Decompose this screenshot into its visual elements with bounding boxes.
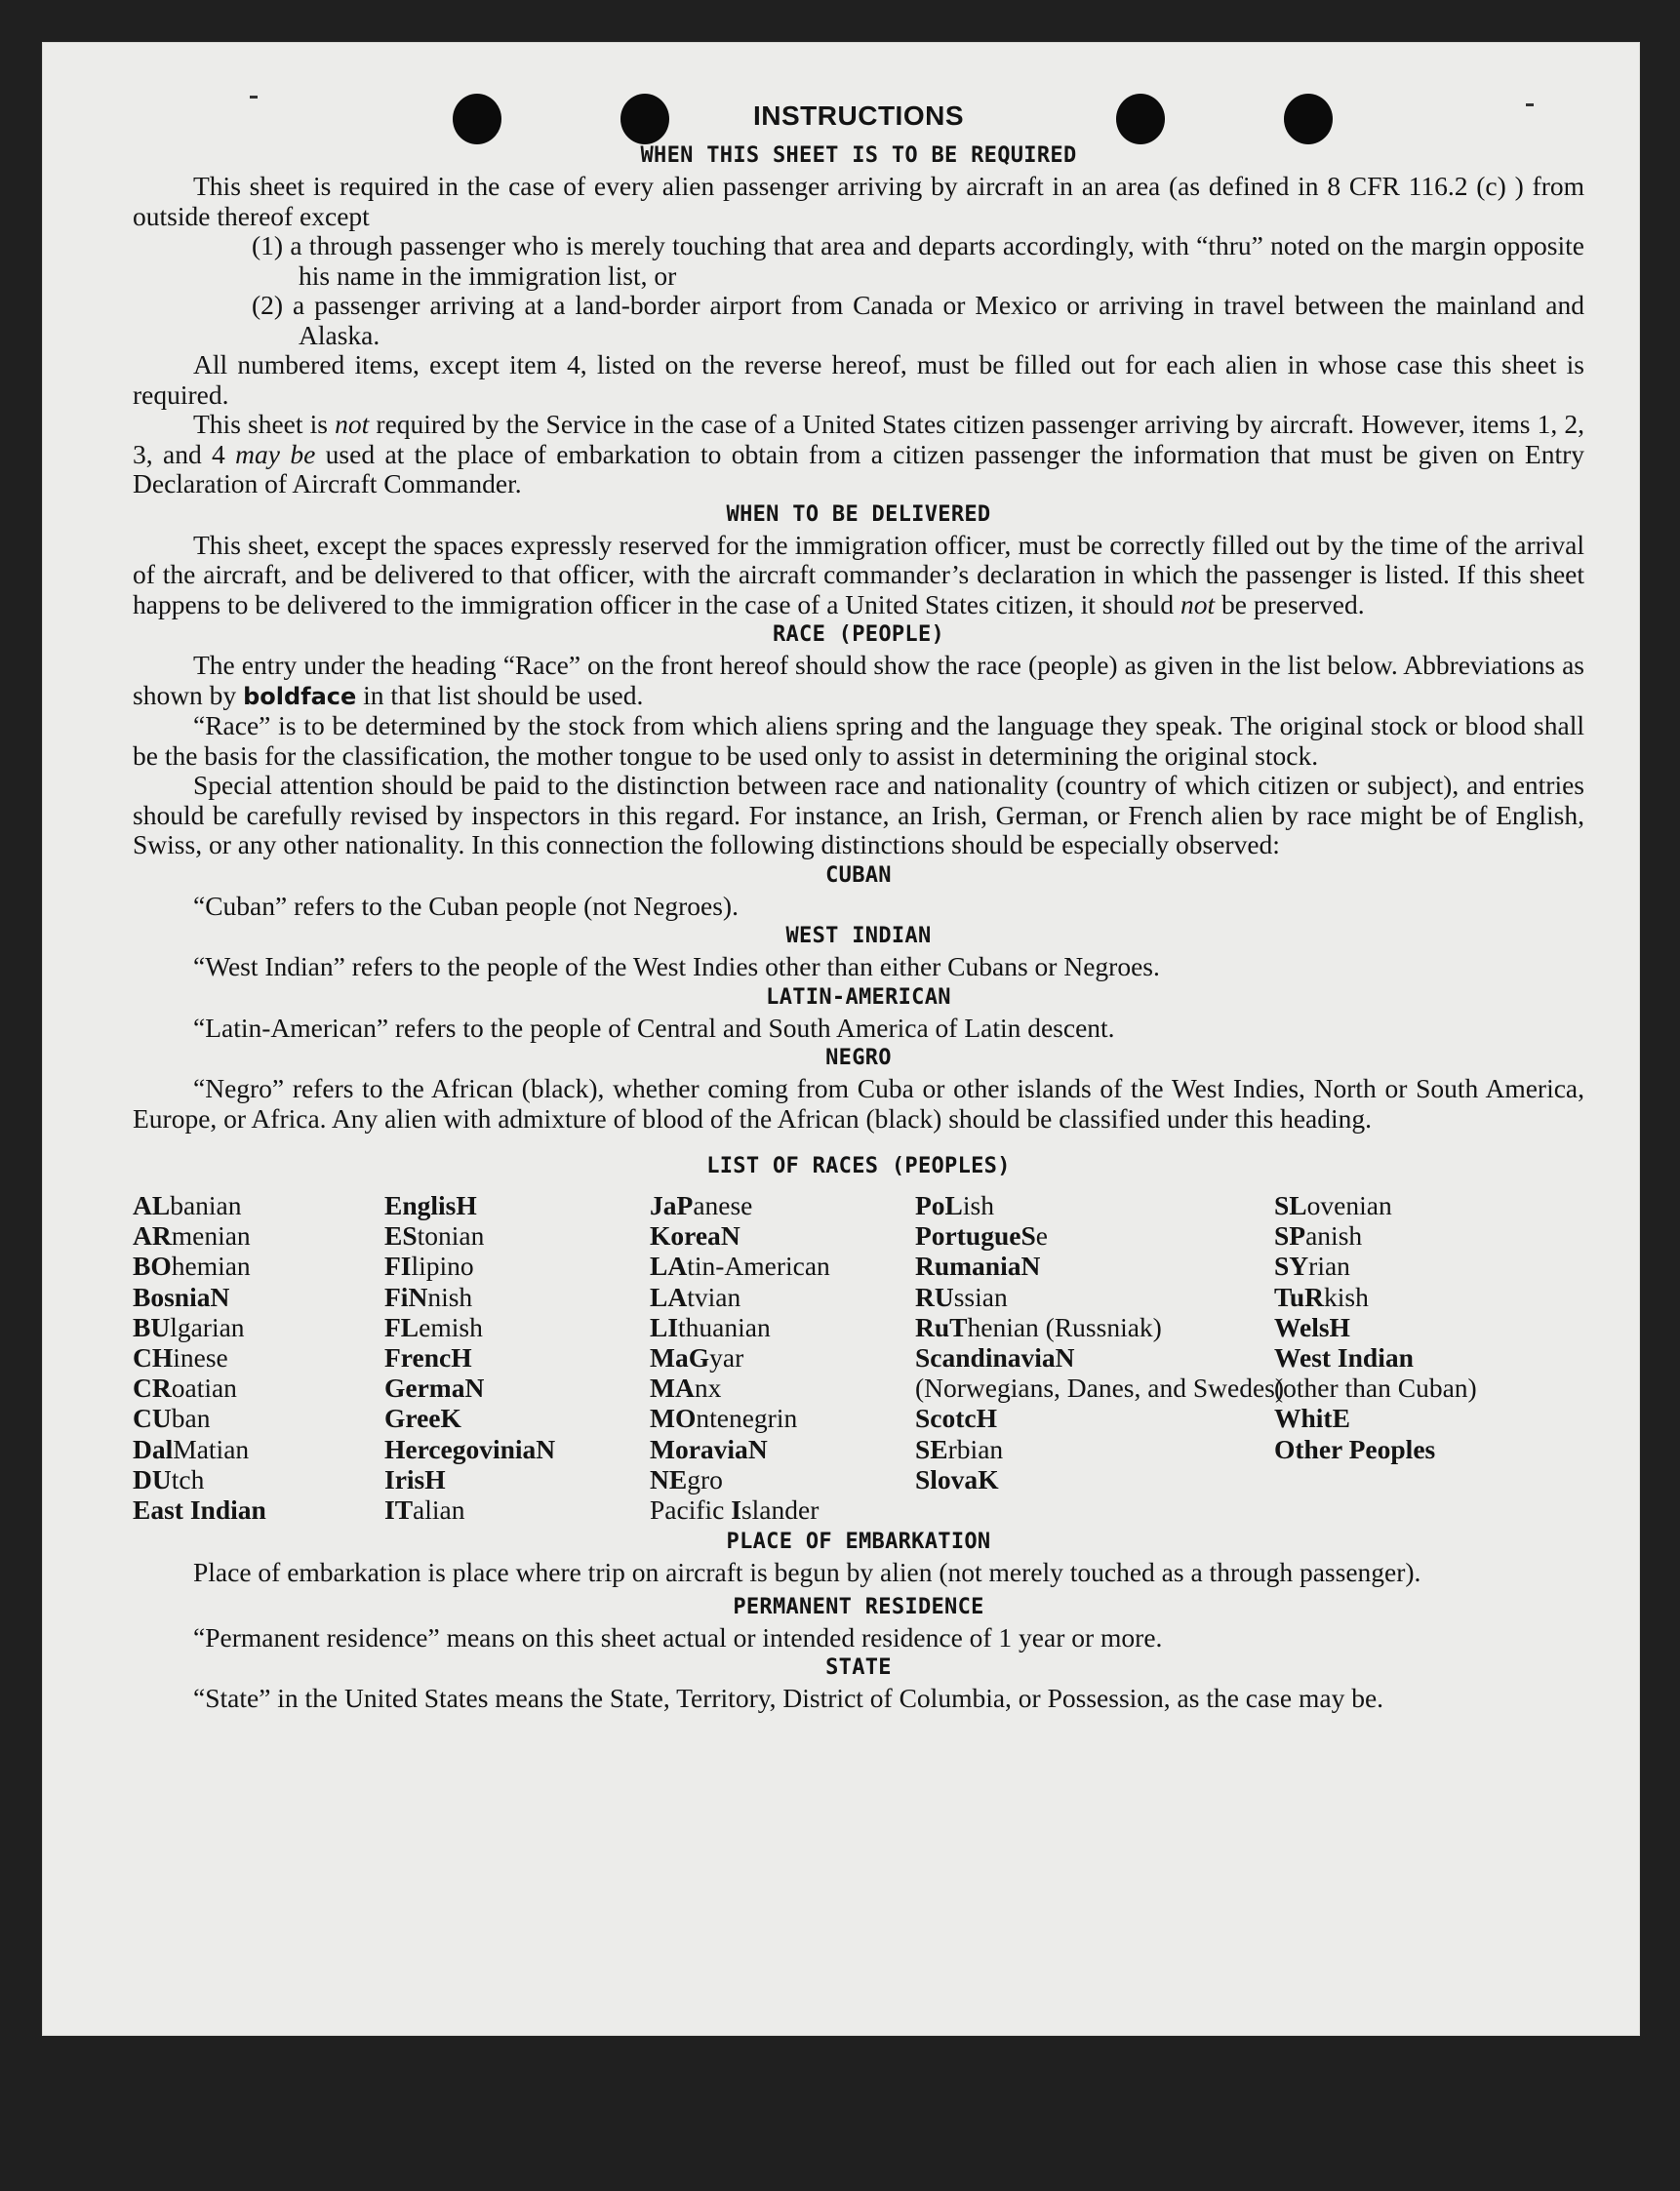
race-entry — [133, 1403, 384, 1433]
paragraph: “Cuban” refers to the Cuban people (not Negroes). — [193, 890, 739, 921]
race-abbr: SE — [915, 1433, 948, 1464]
race-entry — [133, 1190, 384, 1220]
race-entry — [650, 1403, 915, 1433]
race-abbr: Germa — [384, 1373, 465, 1404]
race-abbr: K — [440, 1403, 461, 1434]
race-abbr: AR — [133, 1220, 172, 1252]
race-abbr: BO — [133, 1251, 172, 1282]
race-entry — [133, 1312, 384, 1342]
race-abbr: MO — [650, 1403, 697, 1434]
race-text: yar — [709, 1342, 744, 1374]
race-abbr: ScotcH — [915, 1403, 998, 1434]
race-abbr: CR — [133, 1373, 172, 1404]
race-abbr: H — [424, 1463, 446, 1494]
race-abbr: Scandinavia — [915, 1342, 1056, 1374]
race-entry — [384, 1251, 650, 1281]
race-abbr: H — [451, 1342, 472, 1374]
list-item: (2) a passenger arriving at a land-border airport from Canada or Mexico or arriving in travel between the mainland and Alaska. — [252, 290, 1584, 350]
race-abbr: N — [210, 1281, 230, 1312]
race-entry — [650, 1282, 915, 1312]
race-entry — [1274, 1312, 1584, 1342]
race-abbr: TuR — [1274, 1281, 1324, 1312]
race-text: nx — [694, 1373, 722, 1404]
race-abbr: Gree — [384, 1403, 441, 1434]
race-entry — [384, 1373, 650, 1403]
race-text: rian — [1308, 1251, 1350, 1282]
race-abbr: LA — [650, 1251, 688, 1282]
race-abbr: IT — [384, 1494, 414, 1526]
race-entry — [650, 1464, 915, 1494]
race-entry — [915, 1403, 1274, 1433]
race-text: hemian — [171, 1251, 251, 1282]
section-heading: LIST OF RACES (PEOPLES) — [706, 1154, 1011, 1178]
race-text: tvian — [687, 1281, 741, 1312]
race-entry — [384, 1342, 650, 1373]
race-entry — [384, 1494, 650, 1525]
race-abbr: Dal — [133, 1433, 174, 1464]
race-entry — [650, 1494, 915, 1525]
section-heading: LATIN-AMERICAN — [766, 984, 951, 1010]
race-abbr: PortugueS — [915, 1220, 1036, 1252]
race-abbr: East Indian — [133, 1494, 266, 1526]
race-abbr: CU — [133, 1403, 172, 1434]
paragraph: All numbered items, except item 4, listed on the reverse hereof, must be filled out for each alien in whose case this sheet is required. — [133, 349, 1584, 410]
race-text: ban — [171, 1403, 211, 1434]
race-abbr: SP — [1274, 1220, 1306, 1252]
paragraph: “State” in the United States means the State, Territory, District of Columbia, or Possession, as the case may be. — [193, 1683, 1384, 1714]
race-entry — [915, 1220, 1274, 1251]
race-abbr: Iris — [384, 1463, 425, 1494]
race-abbr: Englis — [384, 1190, 457, 1220]
race-text: tch — [171, 1463, 205, 1494]
race-text: ish — [962, 1190, 994, 1220]
race-abbr: West Indian — [1274, 1342, 1414, 1374]
race-entry — [384, 1403, 650, 1433]
race-column — [384, 1190, 650, 1525]
race-entry — [915, 1312, 1274, 1342]
race-entry — [1274, 1434, 1584, 1464]
race-entry — [915, 1464, 1274, 1494]
race-abbr: Wels — [1274, 1311, 1330, 1342]
race-abbr: CH — [133, 1342, 174, 1374]
race-text: rbian — [947, 1433, 1004, 1464]
race-entry — [133, 1251, 384, 1281]
paragraph: “Race” is to be determined by the stock from which aliens spring and the language they speak. The original stock or blood shall be the basis for the classification, the mother tongue to be used only to assist in determining the original stock. — [133, 710, 1584, 771]
race-entry — [1274, 1220, 1584, 1251]
race-abbr: LA — [650, 1281, 688, 1312]
race-entry — [650, 1251, 915, 1281]
race-entry — [133, 1464, 384, 1494]
list-item: (1) a through passenger who is merely touching that area and departs accordingly, with “thru” noted on the margin opposite his name in the immigration list, or — [252, 230, 1584, 291]
section-heading: NEGRO — [825, 1046, 892, 1070]
race-text: anish — [1305, 1220, 1363, 1252]
paragraph: Special attention should be paid to the distinction between race and nationality (country of which citizen or subject), and entries should be carefully revised by inspectors in this regard. For instance, an Irish, German, or French alien by race might be of English, Swiss, or any other nationality. In this connection the following distinctions should be especially observed: — [133, 770, 1584, 859]
race-entry — [133, 1373, 384, 1403]
race-note: (Norwegians, Danes, and Swedes) — [915, 1373, 1285, 1404]
race-text: alian — [413, 1494, 465, 1526]
race-entry — [915, 1342, 1285, 1404]
race-text: ovenian — [1306, 1190, 1392, 1220]
race-entry — [650, 1434, 915, 1464]
race-abbr: FiN — [384, 1281, 428, 1312]
race-abbr: N — [747, 1433, 768, 1464]
race-abbr: N — [464, 1373, 485, 1404]
race-abbr: Other Peoples — [1274, 1433, 1436, 1464]
race-entry — [133, 1434, 384, 1464]
race-abbr: FI — [384, 1251, 412, 1282]
document-body — [133, 140, 1584, 1714]
section-heading: WEST INDIAN — [785, 924, 932, 948]
race-abbr: H — [1329, 1311, 1350, 1342]
race-entry — [650, 1220, 915, 1251]
race-abbr: SL — [1274, 1190, 1307, 1220]
race-text: inese — [173, 1342, 228, 1374]
race-entry — [1274, 1403, 1584, 1433]
race-abbr: RuT — [915, 1311, 968, 1342]
race-column — [133, 1190, 384, 1525]
section-heading: PLACE OF EMBARKATION — [726, 1530, 991, 1555]
race-text: tonian — [417, 1220, 485, 1252]
race-abbr: K — [978, 1463, 999, 1494]
race-abbr: H — [456, 1190, 477, 1220]
race-text: menian — [171, 1220, 251, 1252]
race-text: ntenegrin — [696, 1403, 798, 1434]
paragraph: “Latin-American” refers to the people of Central and South America of Latin descent. — [193, 1012, 1115, 1043]
race-text: banian — [170, 1190, 242, 1220]
race-abbr: Hercegovinia — [384, 1433, 537, 1464]
paragraph: “Negro” refers to the African (black), whether coming from Cuba or other islands of the West Indies, North or South America, Europe, or Africa. Any alien with admixture of blood of the African (black) should be classified under this heading. — [133, 1073, 1584, 1134]
race-abbr: Whit — [1274, 1403, 1333, 1434]
race-entry — [384, 1220, 650, 1251]
race-entry — [650, 1312, 915, 1342]
race-abbr: Korea — [650, 1220, 721, 1252]
race-text: nish — [427, 1281, 473, 1312]
race-abbr: N — [720, 1220, 740, 1252]
section-heading: STATE — [825, 1655, 892, 1681]
race-text: e — [1035, 1220, 1048, 1252]
race-entry — [133, 1342, 384, 1373]
race-entry — [1274, 1282, 1584, 1312]
paragraph: This sheet, except the spaces expressly reserved for the immigration officer, must be correctly filled out by the time of the arrival of the aircraft, and be delivered to that officer, with the aircraft commander’s declaration in which the passenger is listed. If this sheet happens to be delivered to the immigration officer in the case of a United States citizen, it should not be preserved. — [133, 529, 1584, 619]
race-text: tin-American — [687, 1251, 830, 1282]
race-abbr: MA — [650, 1373, 695, 1404]
race-entry — [650, 1190, 915, 1220]
race-entry — [133, 1282, 384, 1312]
race-abbr: Bosnia — [133, 1281, 211, 1312]
race-abbr: Slova — [915, 1463, 979, 1494]
race-abbr: DU — [133, 1463, 172, 1494]
race-text: thuanian — [678, 1311, 771, 1342]
race-entry — [384, 1312, 650, 1342]
race-abbr: LI — [650, 1311, 679, 1342]
race-text: Matian — [173, 1433, 250, 1464]
race-abbr: PoL — [915, 1190, 963, 1220]
race-abbr: FL — [384, 1311, 420, 1342]
race-entry — [384, 1434, 650, 1464]
section-heading: WHEN TO BE DELIVERED — [726, 501, 991, 527]
race-abbr: E — [1332, 1403, 1350, 1434]
race-column — [915, 1190, 1285, 1525]
race-entry — [650, 1342, 915, 1373]
race-column — [650, 1190, 915, 1525]
race-text: henian (Russniak) — [967, 1311, 1162, 1342]
race-entry — [915, 1251, 1274, 1281]
race-entry — [915, 1282, 1274, 1312]
race-text: oatian — [171, 1373, 237, 1404]
section-heading: PERMANENT RESIDENCE — [733, 1594, 984, 1619]
race-entry — [650, 1373, 915, 1403]
race-text: ssian — [953, 1281, 1008, 1312]
race-entry — [384, 1282, 650, 1312]
race-abbr: Rumania — [915, 1251, 1021, 1282]
race-abbr: N — [1020, 1251, 1041, 1282]
paragraph: “West Indian” refers to the people of the West Indies other than either Cubans or Negroes. — [193, 951, 1160, 981]
race-text: kish — [1323, 1281, 1369, 1312]
paragraph: The entry under the heading “Race” on the front hereof should show the race (people) as given in the list below. Abbreviations as shown by boldface in that list should be used. — [133, 650, 1584, 710]
race-entry — [1274, 1251, 1584, 1281]
race-entry — [1274, 1342, 1567, 1403]
race-note: (other than Cuban) — [1274, 1373, 1477, 1404]
race-entry — [133, 1220, 384, 1251]
race-entry — [915, 1190, 1274, 1220]
race-entry — [915, 1434, 1274, 1464]
paragraph: Place of embarkation is place where trip on aircraft is begun by alien (not merely touched as a through passenger). — [193, 1557, 1421, 1588]
race-text: slander — [740, 1494, 820, 1526]
race-abbr: NE — [650, 1463, 688, 1494]
race-abbr: N — [1055, 1342, 1075, 1374]
race-abbr: SY — [1274, 1251, 1309, 1282]
race-abbr: Moravia — [650, 1433, 748, 1464]
page-title: INSTRUCTIONS — [753, 100, 964, 131]
section-heading: CUBAN — [825, 862, 892, 888]
race-column — [1274, 1190, 1584, 1525]
race-entry — [1274, 1190, 1584, 1220]
race-text: anese — [693, 1190, 753, 1220]
race-abbr: Frenc — [384, 1342, 452, 1374]
race-text: Pacific — [650, 1494, 732, 1526]
race-abbr: I — [731, 1494, 741, 1526]
race-abbr: ES — [384, 1220, 418, 1252]
race-text: gro — [687, 1463, 723, 1494]
race-text: lipino — [411, 1251, 474, 1282]
section-heading: RACE (PEOPLE) — [772, 622, 945, 647]
race-abbr: RU — [915, 1281, 954, 1312]
race-abbr: N — [536, 1433, 556, 1464]
race-abbr: AL — [133, 1190, 171, 1220]
race-text: lgarian — [170, 1311, 245, 1342]
race-entry — [384, 1464, 650, 1494]
race-entry — [133, 1494, 384, 1525]
race-abbr: MaG — [650, 1342, 710, 1374]
race-abbr: JaP — [650, 1190, 694, 1220]
speck — [250, 96, 258, 99]
section-heading: WHEN THIS SHEET IS TO BE REQUIRED — [640, 143, 1077, 168]
paragraph: This sheet is not required by the Service in the case of a United States citizen passenger arriving by aircraft. However, items 1, 2, 3, and 4 may be used at the place of embarkation to obtain from a citizen passenger the information that must be given on Entry Declaration of Aircraft Commander. — [133, 409, 1585, 498]
paragraph: “Permanent residence” means on this sheet actual or intended residence of 1 year or more. — [193, 1621, 1163, 1653]
race-abbr: BU — [133, 1311, 171, 1342]
race-list — [133, 1190, 1584, 1525]
race-entry — [384, 1190, 650, 1220]
race-text: emish — [419, 1311, 483, 1342]
document-sheet — [43, 43, 1639, 2035]
paragraph: This sheet is required in the case of every alien passenger arriving by aircraft in an area (as defined in 8 CFR 116.2 (c) ) from outside thereof except — [133, 171, 1584, 231]
